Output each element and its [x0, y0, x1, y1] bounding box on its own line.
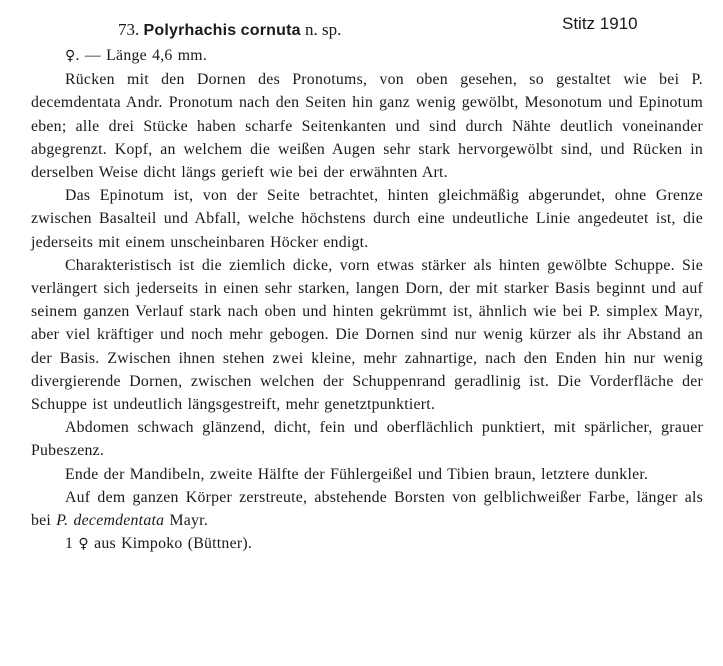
setae-species-ref: P. decemdentata — [56, 512, 165, 530]
header — [0, 12, 723, 42]
species-number: 73. — [118, 20, 140, 39]
paragraph-epinotum: Das Epinotum ist, von der Seite betrachtet, hinten gleichmäßig abgerundet, ohne Grenze zwischen Basalteil und Abfall, welche höchstens durch eine undeutliche Linie angedeutet ist, die jederseits mit einem unscheinbaren Höcker endigt. — [31, 187, 703, 251]
paragraph-dorsum: Rücken mit den Dornen des Pronotums, von oben gesehen, so gestaltet wie bei P. decemdentata Andr. Pronotum nach den Seiten hin ganz wenig gewölbt, Mesonotum und Epinotum eben; alle drei Stücke haben scharfe Seitenkanten und sind durch Nähte deutlich voneinander abgegrenzt. Kopf, an welchem die weißen Augen sehr stark hervorgewölbt sind, und Rücken in derselben Weise dicht längs gerieft wie bei der erwähnten Art. — [31, 71, 703, 182]
length-text: . — Länge 4,6 mm. — [75, 47, 208, 64]
material-line — [31, 532, 703, 556]
genus-name: Polyrhachis — [143, 22, 237, 39]
paragraph-scale: Charakteristisch ist die ziemlich dicke, vorn etwas stärker als hinten gewölbte Schuppe. Sie verlängert sich jederseits in einen sehr starken, langen Dorn, der mit starker Basis beginnt und auf seinem ganzen Verlauf stark nach oben und hinten gekrümmt ist, ähnlich wie bei P. simplex Mayr, aber viel kräftiger und noch mehr gebogen. Die Dornen sind nur wenig kürzer als ihr Abstand an der Basis. Zwischen ihnen stehen zwei kleine, mehr zahnartige, nach den Enden hin nur wenig divergierende Dornen, zwischen welchen der Schuppenrand geradlinig ist. Die Vorderfläche der Schuppe ist undeutlich längsgestreift, mehr genetztpunktiert. — [31, 256, 703, 414]
species-heading — [118, 20, 341, 40]
description-text — [31, 44, 703, 556]
paragraph-abdomen: Abdomen schwach glänzend, dicht, fein und oberflächlich punktiert, mit spärlicher, grauer Pubeszenz. — [31, 419, 703, 460]
setae-author: Mayr. — [169, 512, 209, 530]
paragraph-setae — [31, 486, 703, 532]
material-count: 1 — [65, 535, 74, 553]
caste-line — [31, 44, 703, 68]
material-locality: aus Kimpoko (Büttner). — [94, 535, 253, 553]
setae-text: Auf dem ganzen Körper zerstreute, abstehende Borsten von gelblichweißer Farbe, länger als bei — [31, 488, 703, 530]
paragraph-coloration: Ende der Mandibeln, zweite Hälfte der Fühlergeißel und Tibien braun, letztere dunkler. — [65, 465, 649, 483]
female-symbol-icon: ♀ — [78, 536, 89, 553]
female-symbol-icon: ♀ — [65, 48, 76, 64]
citation-label: Stitz 1910 — [562, 14, 638, 33]
species-status: n. sp. — [304, 20, 342, 39]
species-name: cornuta — [240, 22, 301, 39]
